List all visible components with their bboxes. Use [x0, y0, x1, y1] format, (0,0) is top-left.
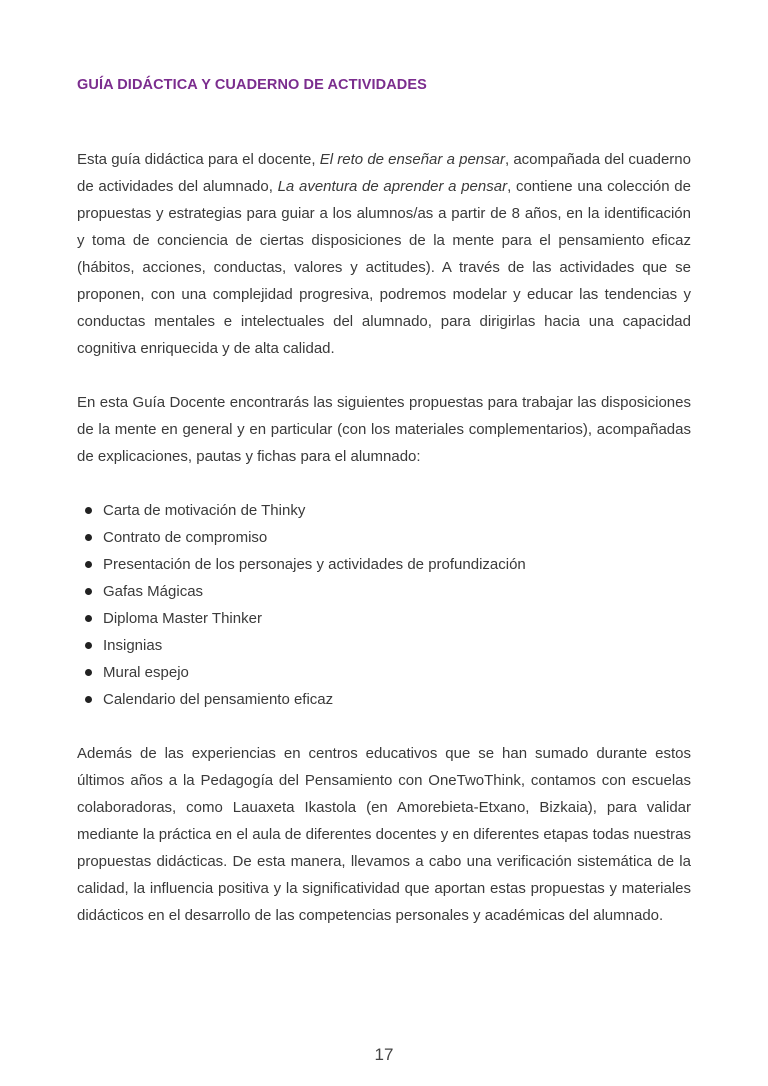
- bullet-icon: [85, 615, 92, 622]
- bullet-icon: [85, 507, 92, 514]
- list-item: [85, 659, 526, 686]
- bullet-icon: [85, 588, 92, 595]
- list-item: [85, 524, 526, 551]
- list-item-label: Calendario del pensamiento eficaz: [103, 691, 334, 708]
- list-item-label: Carta de motivación de Thinky: [103, 502, 306, 519]
- collaboration-paragraph: Además de las experiencias en centros educativos que se han sumado durante estos últimos años a la Pedagogía del Pensamiento con OneTwoThink, contamos con escuelas colaboradoras, como Lauaxeta Ikastola (en Amorebieta-Etxano, Bizkaia), para validar mediante la práctica en el aula de diferentes docentes y en diferentes etapas todas nuestras propuestas didácticas. De esta manera, llevamos a cabo una verificación sistemática de la calidad, la influencia positiva y la significatividad que aportan estas propuestas y materiales didácticos en el desarrollo de las competencias personales y académicas del alumnado.: [77, 745, 691, 924]
- page-number: 17: [374, 1045, 394, 1064]
- list-item: [85, 605, 526, 632]
- list-item-label: Gafas Mágicas: [103, 583, 204, 600]
- list-item: [85, 497, 526, 524]
- materials-list: [85, 497, 526, 713]
- list-item-label: Contrato de compromiso: [103, 529, 268, 546]
- intro-text-1: Esta guía didáctica para el docente,: [77, 151, 320, 168]
- guide-title: El reto de enseñar a pensar: [319, 151, 505, 168]
- bullet-icon: [85, 534, 92, 541]
- bullet-icon: [85, 642, 92, 649]
- list-item-label: Diploma Master Thinker: [103, 610, 262, 627]
- intro-text-3: , contiene una colección de propuestas y estrategias para guiar a los alumnos/as a partir de 8 años, en la identificación y toma de conciencia de ciertas disposiciones de la mente para el pensamiento eficaz (hábitos, acciones, conductas, valores y actitudes). A través de las actividades que se proponen, con una complejidad progresiva, podremos modelar y educar las tendencias y conductas mentales e intelectuales del alumnado, para dirigirlas hacia una capacidad cognitiva enriquecida y de alta calidad.: [77, 178, 691, 357]
- workbook-title: La aventura de aprender a pensar: [277, 178, 508, 195]
- bullet-icon: [85, 561, 92, 568]
- list-item-label: Mural espejo: [103, 664, 189, 681]
- section-heading: GUÍA DIDÁCTICA Y CUADERNO DE ACTIVIDADES: [77, 77, 427, 93]
- list-item: [85, 578, 526, 605]
- bullet-icon: [85, 696, 92, 703]
- list-item-label: Insignias: [103, 637, 163, 654]
- list-item: [85, 551, 526, 578]
- intro-paragraph: [77, 146, 691, 362]
- list-item-label: Presentación de los personajes y actividades de profundización: [103, 556, 526, 573]
- list-item: [85, 632, 526, 659]
- list-item: [85, 686, 526, 713]
- proposals-paragraph: En esta Guía Docente encontrarás las siguientes propuestas para trabajar las disposiciones de la mente en general y en particular (con los materiales complementarios), acompañadas de explicaciones, pautas y fichas para el alumnado:: [77, 394, 691, 465]
- bullet-icon: [85, 669, 92, 676]
- intro-text-2: , acompañada del cuaderno de actividades del alumnado,: [77, 151, 691, 195]
